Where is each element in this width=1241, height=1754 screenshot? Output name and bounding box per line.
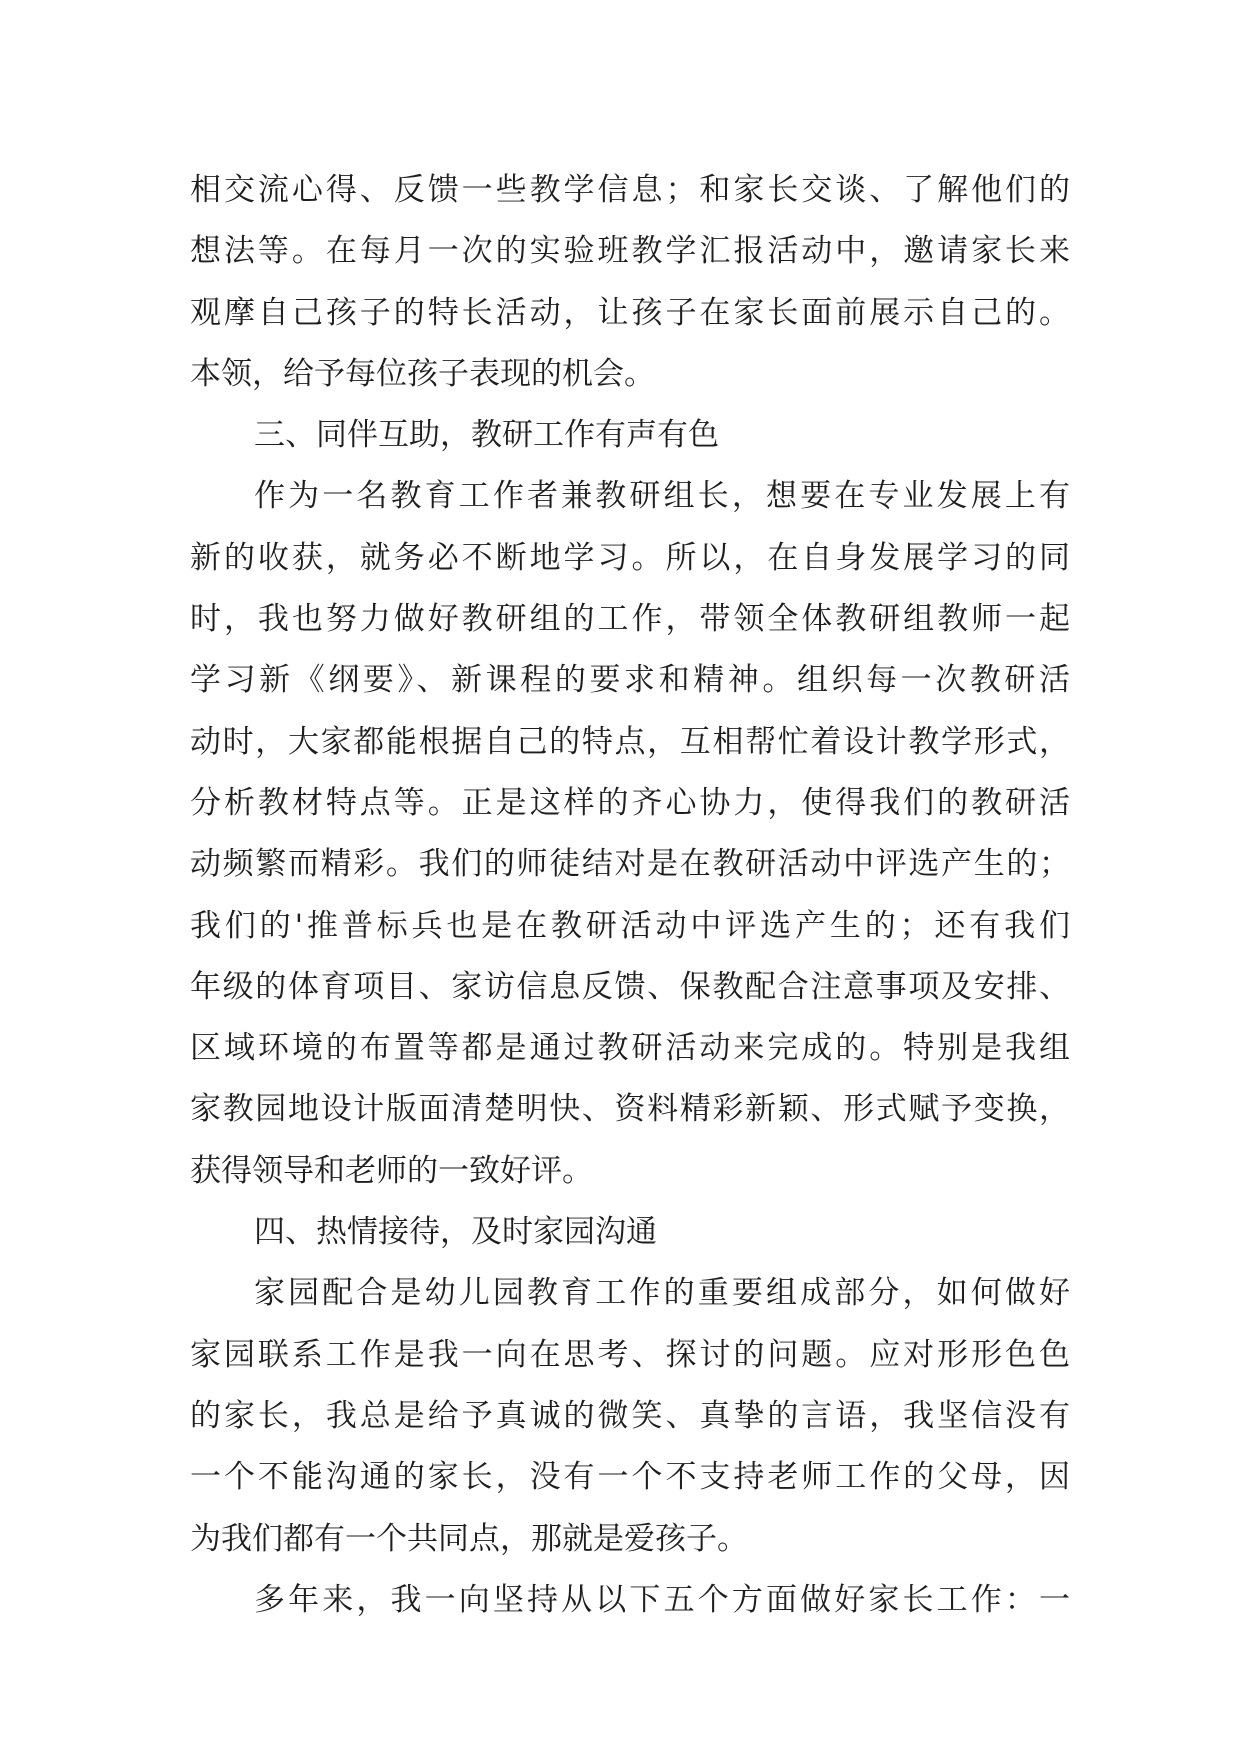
text-line: 新的收获，就务必不断地学习。所以，在自身发展学习的同	[190, 539, 1070, 576]
text-line: 三、同伴互助，教研工作有声有色	[254, 417, 719, 454]
document-body	[190, 160, 1070, 1631]
text-line: 动时，大家都能根据自己的特点，互相帮忙着设计教学形式，	[190, 723, 1070, 760]
text-line: 的家长，我总是给予真诚的微笑、真挚的言语，我坚信没有	[190, 1397, 1070, 1434]
text-line: 为我们都有一个共同点，那就是爱孩子。	[190, 1520, 748, 1557]
text-line: 分析教材特点等。正是这样的齐心协力，使得我们的教研活	[190, 784, 1070, 821]
text-line: 学习新《纲要》、新课程的要求和精神。组织每一次教研活	[190, 662, 1070, 699]
text-line: 家园联系工作是我一向在思考、探讨的问题。应对形形色色	[190, 1336, 1070, 1373]
text-line: 作为一名教育工作者兼教研组长，想要在专业发展上有	[254, 478, 1070, 515]
text-line: 观摩自己孩子的特长活动，让孩子在家长面前展示自己的。	[190, 294, 1070, 331]
text-line: 我们的'推普标兵也是在教研活动中评选产生的；还有我们	[190, 907, 1070, 944]
text-line: 时，我也努力做好教研组的工作，带领全体教研组教师一起	[190, 601, 1070, 638]
text-line: 四、热情接待，及时家园沟通	[254, 1214, 657, 1251]
text-line: 动频繁而精彩。我们的师徒结对是在教研活动中评选产生的；	[190, 846, 1070, 883]
text-line: 获得领导和老师的一致好评。	[190, 1152, 593, 1189]
text-line: 一个不能沟通的家长，没有一个不支持老师工作的父母，因	[190, 1459, 1070, 1496]
text-line: 区域环境的布置等都是通过教研活动来完成的。特别是我组	[190, 1030, 1070, 1067]
text-line: 本领，给予每位孩子表现的机会。	[190, 355, 655, 392]
text-line: 相交流心得、反馈一些教学信息；和家长交谈、了解他们的	[190, 172, 1070, 208]
text-line: 年级的体育项目、家访信息反馈、保教配合注意事项及安排、	[190, 968, 1070, 1005]
text-line: 多年来，我一向坚持从以下五个方面做好家长工作：一	[254, 1581, 1070, 1618]
text-line: 家教园地设计版面清楚明快、资料精彩新颖、形式赋予变换，	[190, 1091, 1070, 1128]
text-line: 想法等。在每月一次的实验班教学汇报活动中，邀请家长来	[190, 233, 1070, 270]
text-line: 家园配合是幼儿园教育工作的重要组成部分，如何做好	[254, 1275, 1070, 1312]
